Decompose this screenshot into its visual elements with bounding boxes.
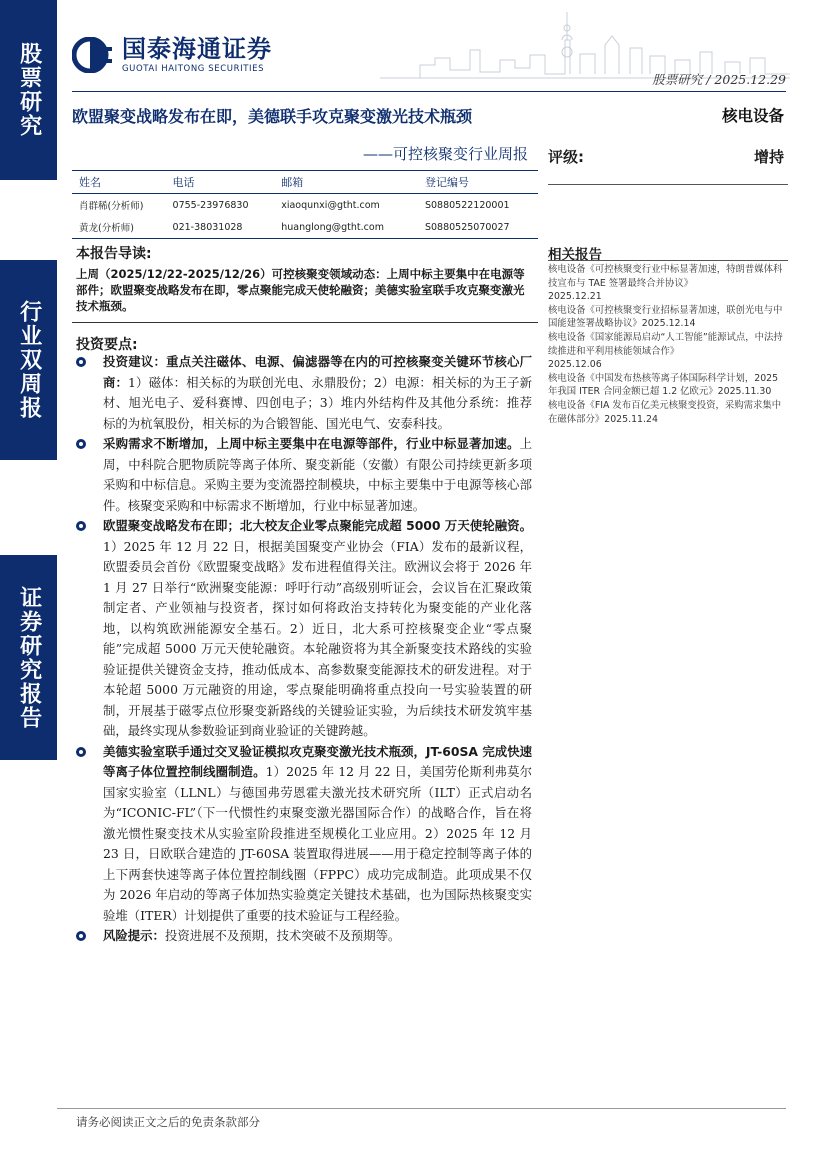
- related-item[interactable]: 核电设备《可控核聚变行业招标显著加速，联创光电与中国能建签署战略协议》2025.12.14: [548, 304, 783, 330]
- header-meta: 股票研究 / 2025.12.29: [652, 72, 786, 87]
- related-list: [548, 263, 788, 426]
- side-tab-label: 证券研究报告: [16, 585, 42, 730]
- point-body: 投资进展不及预期，技术突破不及预期等。: [164, 928, 401, 943]
- analyst-name: 肖群稀(分析师): [79, 201, 144, 212]
- table-header-row: [72, 171, 538, 194]
- list-item: [72, 352, 532, 434]
- side-tab-label: 行业双周报: [16, 300, 42, 420]
- analyst-email[interactable]: huanglong@gtht.com: [274, 216, 418, 239]
- header-divider: [72, 91, 786, 92]
- list-item: [72, 742, 532, 927]
- industry-label: 核电设备: [721, 107, 784, 125]
- point-lead: 美德实验室联手通过交叉验证模拟攻克聚变激光技术瓶颈，JT-60SA 完成快速等离子体位置控制线圈制造。: [103, 743, 532, 779]
- point-lead: 采购需求不断增加，上周中标主要集中在电源等部件，行业中标显著加速。: [103, 436, 520, 451]
- list-item: [72, 516, 532, 742]
- side-tab-securities-report: [0, 555, 57, 760]
- header-phone: 电话: [166, 171, 275, 194]
- related-heading: 相关报告: [548, 247, 602, 263]
- brand-logo: [72, 36, 272, 74]
- related-item[interactable]: 核电设备《可控核聚变行业中标显著加速，特朗普媒体科技宣布与 TAE 签署最终合并协议》: [548, 264, 783, 289]
- point-body: 1）2025 年 12 月 22 日，根据美国聚变产业协会（FIA）发布的最新议程，欧盟委员会首份《欧盟聚变战略》发布进程值得关注。欧洲议会将于 2026 年 1 月 27 日举行“欧洲聚变能源：呼吁行动”高级别听证会，会议旨在汇聚政策制定者、产业领袖与投资者，探讨如何将政治支持转化为聚变能的产业化落地，以构筑欧洲能源安全基石。2）近日，北大系可控核聚变企业“零点聚能”完成超 5000 万元天使轮融资。本轮融资将为其全新聚变技术路线的实验验证提供关键资金支持，推动低成本、高参数聚变能源技术的研发进程。对于本轮超 5000 万元融资的用途，零点聚能明确将重点投向一号实验装置的研制，开展基于磁零点位形聚变新路线的关键验证实验，为后续技术研发筑牢基础，最终实现从参数验证到商业验证的关键跨越。: [103, 538, 532, 738]
- header-email: 邮箱: [274, 171, 418, 194]
- guide-heading: 本报告导读:: [76, 246, 152, 262]
- guide-divider: [72, 322, 538, 323]
- point-body: 上周，中科院合肥物质院等离子体所、聚变新能（安徽）有限公司持续更新多项采购和中标信息。采购主要为变流器控制模块，中标主要集中于电源等核心部件。核聚变采购和中标需求不断增加，行业中标显著加速。: [103, 436, 532, 513]
- point-lead: 风险提示：: [103, 928, 165, 943]
- analyst-registration: S0880522120001: [424, 199, 510, 211]
- analyst-registration: S0880525070027: [418, 216, 538, 239]
- related-item: 2025.12.21: [548, 291, 602, 303]
- report-title: 欧盟聚变战略发布在即，美德联手攻克聚变激光技术瓶颈: [72, 107, 473, 126]
- brand-name-en: GUOTAI HAITONG SECURITIES: [122, 64, 265, 74]
- table-row: [72, 194, 538, 217]
- bullet-icon: [75, 930, 87, 942]
- brand-mark-icon: [72, 37, 114, 73]
- side-tab-industry-biweekly: [0, 260, 57, 460]
- table-row: [72, 216, 538, 239]
- rating-value: 增持: [753, 148, 784, 166]
- point-body: 1）磁体：相关标的为联创光电、永鼎股份；2）电源：相关标的为王子新材、旭光电子、爱科赛博、四创电子；3）堆内外结构件及其他分系统：推荐标的为杭氧股份，相关标的为合锻智能、国光电气、安泰科技。: [103, 374, 532, 431]
- rating-label: 评级:: [548, 148, 584, 166]
- analyst-phone: 0755-23976830: [172, 199, 249, 211]
- side-tab-stock-research: [0, 0, 57, 180]
- bullet-icon: [75, 520, 87, 532]
- header-registration: 登记编号: [418, 171, 538, 194]
- analyst-name: 黄龙(分析师): [72, 216, 166, 239]
- bullet-icon: [75, 356, 87, 368]
- point-body: 1）2025 年 12 月 22 日，美国劳伦斯利弗莫尔国家实验室（LLNL）与德国弗劳恩霍夫激光技术研究所（ILT）正式启动名为“ICONIC-FL”（下一代惯性约束聚变激光器国际合作）的战略合作，旨在将激光惯性聚变技术从实验室阶段推进至规模化工业应用。2）2025 年 12 月 23 日，日欧联合建造的 JT-60SA 装置取得进展——用于稳定控制等离子体的上下两套快速等离子体位置控制线圈（FPPC）成功完成制造。此项成果不仅为 2026 年启动的等离子体加热实验奠定关键技术基础，也为国际热核聚变实验堆（ITER）计划提供了重要的技术验证与工程经验。: [103, 764, 532, 923]
- rating-divider: [548, 184, 788, 185]
- list-item: [72, 434, 532, 516]
- related-item: 2025.12.06: [548, 359, 602, 371]
- brand-name-cn: 国泰海通证券: [122, 35, 272, 63]
- analyst-email[interactable]: xiaoqunxi@gtht.com: [281, 199, 380, 211]
- related-item[interactable]: 核电设备《中国发布热核等离子体国际科学计划，2025 年我国 ITER 合同金额已超 1.2 亿欧元》2025.11.30: [548, 372, 779, 398]
- footer-divider: [57, 1108, 786, 1109]
- guide-text: 上周（2025/12/22-2025/12/26）可控核聚变领域动态：上周中标主要集中在电源等部件；欧盟聚变战略发布在即，零点聚能完成天使轮融资；美德实验室联手攻克聚变激光技术瓶颈。: [76, 267, 525, 313]
- related-item[interactable]: 核电设备《国家能源局启动“人工智能”能源试点，中法持续推进和平利用核能领域合作》: [548, 331, 783, 357]
- footer-disclaimer: 请务必阅读正文之后的免责条款部分: [76, 1115, 260, 1129]
- bullet-icon: [75, 438, 87, 450]
- list-item: [72, 926, 532, 947]
- related-divider: [548, 260, 788, 261]
- bullet-icon: [75, 746, 87, 758]
- header-name: 姓名: [72, 171, 166, 194]
- analyst-table: [72, 170, 538, 239]
- related-item[interactable]: 核电设备《FIA 发布百亿美元核聚变投资，采购需求集中在磁体部分》2025.11.24: [548, 399, 782, 425]
- point-lead: 投资建议：重点关注磁体、电源、偏滤器等在内的可控核聚变关键环节核心厂商：: [103, 354, 532, 390]
- points-heading: 投资要点:: [76, 337, 138, 353]
- analyst-phone: 021-38031028: [166, 216, 275, 239]
- report-subtitle: ——可控核聚变行业周报: [362, 145, 528, 163]
- point-lead: 欧盟聚变战略发布在即；北大校友企业零点聚能完成超 5000 万天使轮融资。: [103, 518, 532, 533]
- points-list: [72, 352, 532, 947]
- side-tab-label: 股票研究: [16, 42, 42, 138]
